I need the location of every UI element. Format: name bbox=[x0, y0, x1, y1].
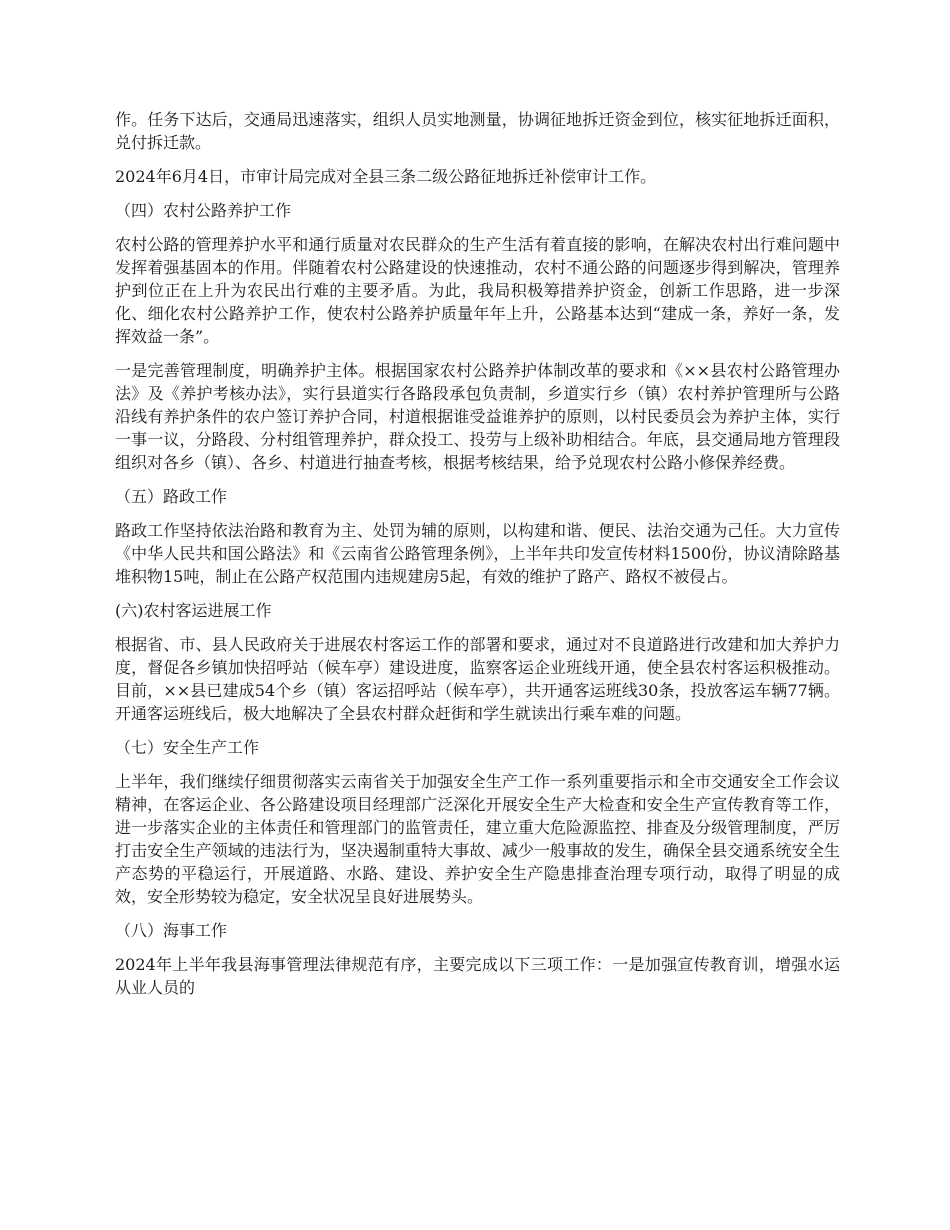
paragraph-rural-road-maintenance: 农村公路的管理养护水平和通行质量对农民群众的生产生活有着直接的影响，在解决农村出行难问题中发挥着强基固本的作用。伴随着农村公路建设的快速推动，农村不通公路的问题逐步得到解决，管理养护到位正在上升为农民出行难的主要矛盾。为此，我局积极筹措养护资金，创新工作思路，进一步深化、细化农村公路养护工作，使农村公路养护质量年年上升，公路基本达到“建成一条，养好一条，发挥效益一条”。 bbox=[115, 235, 840, 346]
heading-maritime: （八）海事工作 bbox=[115, 921, 228, 940]
heading-road-administration: （五）路政工作 bbox=[115, 487, 228, 506]
paragraph-management-system: 一是完善管理制度，明确养护主体。根据国家农村公路养护体制改革的要求和《××县农村公路管理办法》及《养护考核办法》，实行县道实行各路段承包负责制，乡道实行乡（镇）农村养护管理所与公路沿线有养护条件的农户签订养护合同，村道根据谁受益谁养护的原则，以村民委员会为养护主体，实行一事一议，分路段、分村组管理养护，群众投工、投劳与上级补助相结合。年底，县交通局地方管理段组织对各乡（镇）、各乡、村道进行抽查考核，根据考核结果，给予兑现农村公路小修保养经费。 bbox=[115, 361, 840, 472]
document-body bbox=[115, 108, 840, 1010]
paragraph-land-acquisition: 作。任务下达后，交通局迅速落实，组织人员实地测量，协调征地拆迁资金到位，核实征地拆迁面积，兑付拆迁款。 bbox=[115, 110, 840, 152]
paragraph-audit-date: 2024年6月4日，市审计局完成对全县三条二级公路征地拆迁补偿审计工作。 bbox=[115, 167, 657, 186]
paragraph-safety-production: 上半年，我们继续仔细贯彻落实云南省关于加强安全生产工作一系列重要指示和全市交通安全工作会议精神，在客运企业、各公路建设项目经理部广泛深化开展安全生产大检查和安全生产宣传教育等工作，进一步落实企业的主体责任和管理部门的监管责任，建立重大危险源监控、排查及分级管理制度，严厉打击安全生产领域的违法行为，坚决遏制重特大事故、减少一般事故的发生，确保全县交通系统安全生产态势的平稳运行，开展道路、水路、建设、养护安全生产隐患排查治理专项行动，取得了明显的成效，安全形势较为稳定，安全状况呈良好进展势头。 bbox=[115, 772, 840, 906]
heading-rural-road-maintenance: （四）农村公路养护工作 bbox=[115, 201, 292, 220]
paragraph-road-administration: 路政工作坚持依法治路和教育为主、处罚为辅的原则，以构建和谐、便民、法治交通为己任。大力宣传《中华人民共和国公路法》和《云南省公路管理条例》，上半年共印发宣传材料1500份，协议清除路基堆积物15吨，制止在公路产权范围内违规建房5起，有效的维护了路产、路权不被侵占。 bbox=[115, 521, 840, 586]
paragraph-maritime: 2024年上半年我县海事管理法律规范有序，主要完成以下三项工作：一是加强宣传教育训，增强水运从业人员的 bbox=[115, 955, 840, 997]
heading-safety-production: （七）安全生产工作 bbox=[115, 738, 260, 757]
heading-rural-passenger-transport: (六)农村客运进展工作 bbox=[115, 601, 272, 620]
paragraph-rural-passenger-transport: 根据省、市、县人民政府关于进展农村客运工作的部署和要求，通过对不良道路进行改建和加大养护力度，督促各乡镇加快招呼站（候车亭）建设进度，监察客运企业班线开通，使全县农村客运积极推动。目前，××县已建成54个乡（镇）客运招呼站（候车亭），共开通客运班线30条，投放客运车辆77辆。开通客运班线后，极大地解决了全县农村群众赶街和学生就读出行乘车难的问题。 bbox=[115, 635, 840, 723]
